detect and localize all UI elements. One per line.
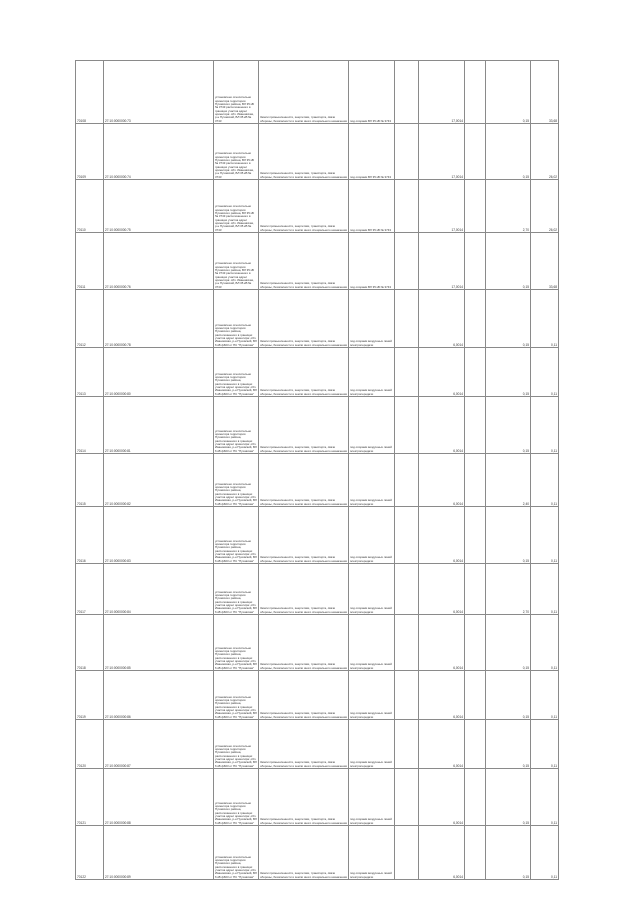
value-cell: 2,70 [486,564,531,615]
row-number-cell: 70118 [76,615,104,671]
land-category-cell: Земли промышленности, энергетики, транспорта, связи обороны, безопасности и земли иного специального назначения [259,564,349,615]
row-number-cell: 70108 [76,61,104,124]
cadastral-number-cell: 27:10:0000000:83 [104,507,214,564]
value-cell: 0,15 [486,124,531,180]
table-row [76,826,559,880]
table-row [76,615,559,671]
empty-cell [465,348,486,397]
land-category-cell: Земли промышленности, энергетики, транспорта, связи обороны, безопасности и земли иного специального назначения [259,454,349,507]
row-number-cell: 70110 [76,180,104,233]
location-cell: установлено относительно ориентира территория Пуховского района, расположенного в границах участка адрес ориентира: обл. Ивановская, р-н Пуховский, ВЛ 6 кВ ф603 от ПС "Пуховская" [214,290,259,348]
area-cell: 6,0014 [419,507,465,564]
land-category-cell: Земли промышленности, энергетики, транспорта, связи обороны, безопасности и земли иного специального назначения [259,826,349,880]
value-cell: 0,11 [531,348,559,397]
row-number-cell: 70119 [76,671,104,720]
value-cell: 0,15 [486,290,531,348]
location-cell: установлено относительно ориентира территория Пуховского района, расположенного в границах участка адрес ориентира: обл. Ивановская, р-н Пуховский, ВЛ 6 кВ ф603 от ПС "Пуховская" [214,564,259,615]
area-cell: 17,0014 [419,180,465,233]
value-cell: 0,15 [486,397,531,454]
location-cell: установлено относительно ориентира территория Пуховского района, расположенного в границах участка адрес ориентира: обл. Ивановская, р-н Пуховский, ВЛ 6 кВ ф603 от ПС "Пуховская" [214,348,259,397]
empty-cell [465,671,486,720]
value-cell: 33,68 [531,233,559,290]
empty-cell [395,454,419,507]
permitted-use-cell: под опорами воздушных линий электропередачи [349,615,395,671]
empty-cell [465,826,486,880]
value-cell: 0,15 [486,769,531,826]
value-cell: 0,11 [531,564,559,615]
value-cell: 2,70 [486,180,531,233]
row-number-cell: 70121 [76,769,104,826]
area-cell: 6,0014 [419,397,465,454]
empty-cell [395,769,419,826]
land-category-cell: Земли промышленности, энергетики, транспорта, связи обороны, безопасности и земли иного специального назначения [259,124,349,180]
table-row [76,454,559,507]
empty-cell [395,61,419,124]
empty-cell [465,61,486,124]
permitted-use-cell: под опорами ВЛ 35 кВ № 3743 [349,180,395,233]
land-category-cell: Земли промышленности, энергетики, транспорта, связи обороны, безопасности и земли иного специального назначения [259,769,349,826]
empty-cell [395,720,419,769]
land-category-cell: Земли промышленности, энергетики, транспорта, связи обороны, безопасности и земли иного специального назначения [259,397,349,454]
location-cell: установлено относительно ориентира территория Пуховского района, расположенного в границах участка адрес ориентира: обл. Ивановская, р-н Пуховский, ВЛ 6 кВ ф603 от ПС "Пуховская" [214,397,259,454]
value-cell: 0,15 [486,61,531,124]
row-number-cell: 70120 [76,720,104,769]
empty-cell [465,720,486,769]
value-cell: 0,15 [486,233,531,290]
value-cell: 0,11 [531,454,559,507]
location-cell: установлено относительно ориентира территория Пуховского района, ВЛ 35 кВ № 3743 расположенного в границах участка адрес ориентира: обл. Ивановская, р-н Пуховский, ВЛ 35 кВ № 3743 [214,180,259,233]
cadastral-number-cell: 27:10:0000000:74 [104,124,214,180]
location-cell: установлено относительно ориентира территория Пуховского района, расположенного в границах участка адрес ориентира: обл. Ивановская, р-н Пуховский, ВЛ 6 кВ ф603 от ПС "Пуховская" [214,720,259,769]
cadastral-number-cell: 27:10:0000000:86 [104,671,214,720]
row-number-cell: 70114 [76,397,104,454]
table-row [76,348,559,397]
land-category-cell: Земли промышленности, энергетики, транспорта, связи обороны, безопасности и земли иного специального назначения [259,507,349,564]
empty-cell [395,615,419,671]
cadastral-number-cell: 27:10:0000000:75 [104,180,214,233]
permitted-use-cell: под опорами воздушных линий электропередачи [349,769,395,826]
value-cell: 0,11 [531,769,559,826]
empty-cell [465,769,486,826]
permitted-use-cell: под опорами ВЛ 35 кВ № 3743 [349,233,395,290]
cadastral-number-cell: 27:10:0000000:80 [104,348,214,397]
table-row [76,564,559,615]
empty-cell [395,507,419,564]
area-cell: 6,0014 [419,826,465,880]
value-cell: 0,15 [486,720,531,769]
land-category-cell: Земли промышленности, энергетики, транспорта, связи обороны, безопасности и земли иного специального назначения [259,615,349,671]
area-cell: 6,0014 [419,671,465,720]
land-category-cell: Земли промышленности, энергетики, транспорта, связи обороны, безопасности и земли иного специального назначения [259,720,349,769]
land-category-cell: Земли промышленности, энергетики, транспорта, связи обороны, безопасности и земли иного специального назначения [259,290,349,348]
empty-cell [465,507,486,564]
value-cell: 0,11 [531,826,559,880]
permitted-use-cell: под опорами воздушных линий электропередачи [349,720,395,769]
empty-cell [465,233,486,290]
permitted-use-cell: под опорами воздушных линий электропередачи [349,348,395,397]
empty-cell [465,124,486,180]
value-cell: 26,02 [531,180,559,233]
cadastral-number-cell: 27:10:0000000:84 [104,564,214,615]
location-cell: установлено относительно ориентира территория Пуховского района, расположенного в границах участка адрес ориентира: обл. Ивановская, р-н Пуховский, ВЛ 6 кВ ф603 от ПС "Пуховская" [214,769,259,826]
table-row [76,124,559,180]
land-category-cell: Земли промышленности, энергетики, транспорта, связи обороны, безопасности и земли иного специального назначения [259,61,349,124]
empty-cell [465,564,486,615]
location-cell: установлено относительно ориентира территория Пуховского района, расположенного в границах участка адрес ориентира: обл. Ивановская, р-н Пуховский, ВЛ 6 кВ ф603 от ПС "Пуховская" [214,454,259,507]
row-number-cell: 70122 [76,826,104,880]
empty-cell [395,348,419,397]
value-cell: 0,15 [486,348,531,397]
table-row [76,769,559,826]
table-row [76,671,559,720]
table-row [76,397,559,454]
table-row [76,233,559,290]
location-cell: установлено относительно ориентира территория Пуховского района, ВЛ 35 кВ № 3743 расположенного в границах участка адрес ориентира: обл. Ивановская, р-н Пуховский, ВЛ 35 кВ № 3743 [214,61,259,124]
location-cell: установлено относительно ориентира территория Пуховского района, ВЛ 35 кВ № 3743 расположенного в границах участка адрес ориентира: обл. Ивановская, р-н Пуховский, ВЛ 35 кВ № 3743 [214,233,259,290]
empty-cell [395,671,419,720]
table-row [76,61,559,124]
cadastral-number-cell: 27:10:0000000:78 [104,290,214,348]
area-cell: 6,0014 [419,615,465,671]
area-cell: 17,0014 [419,124,465,180]
location-cell: установлено относительно ориентира территория Пуховского района, расположенного в границах участка адрес ориентира: обл. Ивановская, р-н Пуховский, ВЛ 6 кВ ф603 от ПС "Пуховская" [214,615,259,671]
row-number-cell: 70117 [76,564,104,615]
empty-cell [395,397,419,454]
permitted-use-cell: под опорами воздушных линий электропередачи [349,826,395,880]
value-cell: 33,68 [531,61,559,124]
permitted-use-cell: под опорами ВЛ 35 кВ № 3743 [349,124,395,180]
empty-cell [465,290,486,348]
value-cell: 0,11 [531,397,559,454]
cadastral-number-cell: 27:10:0000000:81 [104,397,214,454]
value-cell: 0,15 [486,615,531,671]
table-row [76,290,559,348]
area-cell: 6,0014 [419,348,465,397]
permitted-use-cell: под опорами ВЛ 35 кВ № 3743 [349,61,395,124]
row-number-cell: 70115 [76,454,104,507]
area-cell: 6,0014 [419,720,465,769]
row-number-cell: 70116 [76,507,104,564]
permitted-use-cell: под опорами воздушных линий электропередачи [349,507,395,564]
permitted-use-cell: под опорами воздушных линий электропередачи [349,397,395,454]
cadastral-number-cell: 27:10:0000000:89 [104,826,214,880]
empty-cell [395,290,419,348]
row-number-cell: 70109 [76,124,104,180]
row-number-cell: 70111 [76,233,104,290]
empty-cell [395,180,419,233]
table-row [76,720,559,769]
permitted-use-cell: под опорами воздушных линий электропередачи [349,564,395,615]
row-number-cell: 70113 [76,348,104,397]
cadastral-number-cell: 27:10:0000000:73 [104,61,214,124]
value-cell: 0,11 [531,290,559,348]
cadastral-number-cell: 27:10:0000000:85 [104,615,214,671]
land-category-cell: Земли промышленности, энергетики, транспорта, связи обороны, безопасности и земли иного специального назначения [259,180,349,233]
value-cell: 0,11 [531,720,559,769]
area-cell: 6,0014 [419,454,465,507]
cadastral-number-cell: 27:10:0000000:82 [104,454,214,507]
land-category-cell: Земли промышленности, энергетики, транспорта, связи обороны, безопасности и земли иного специального назначения [259,671,349,720]
value-cell: 0,15 [486,826,531,880]
table-row [76,507,559,564]
cadastral-number-cell: 27:10:0000000:87 [104,720,214,769]
empty-cell [395,826,419,880]
permitted-use-cell: под опорами воздушных линий электропередачи [349,290,395,348]
area-cell: 6,0014 [419,564,465,615]
empty-cell [395,233,419,290]
empty-cell [395,124,419,180]
permitted-use-cell: под опорами воздушных линий электропередачи [349,454,395,507]
row-number-cell: 70112 [76,290,104,348]
empty-cell [395,564,419,615]
area-cell: 6,0014 [419,290,465,348]
table-row [76,180,559,233]
area-cell: 6,0014 [419,769,465,826]
value-cell: 0,15 [486,671,531,720]
cadastral-number-cell: 27:10:0000000:88 [104,769,214,826]
land-category-cell: Земли промышленности, энергетики, транспорта, связи обороны, безопасности и земли иного специального назначения [259,233,349,290]
value-cell: 0,11 [531,671,559,720]
location-cell: установлено относительно ориентира территория Пуховского района, расположенного в границах участка адрес ориентира: обл. Ивановская, р-н Пуховский, ВЛ 6 кВ ф603 от ПС "Пуховская" [214,671,259,720]
land-category-cell: Земли промышленности, энергетики, транспорта, связи обороны, безопасности и земли иного специального назначения [259,348,349,397]
area-cell: 17,0014 [419,61,465,124]
value-cell: 26,02 [531,124,559,180]
location-cell: установлено относительно ориентира территория Пуховского района, расположенного в границах участка адрес ориентира: обл. Ивановская, р-н Пуховский, ВЛ 6 кВ ф603 от ПС "Пуховская" [214,507,259,564]
value-cell: 0,11 [531,615,559,671]
empty-cell [465,615,486,671]
land-parcel-table [75,60,559,880]
empty-cell [465,397,486,454]
value-cell: 2,40 [486,454,531,507]
permitted-use-cell: под опорами воздушных линий электропередачи [349,671,395,720]
empty-cell [465,454,486,507]
cadastral-number-cell: 27:10:0000000:76 [104,233,214,290]
value-cell: 0,15 [486,507,531,564]
value-cell: 0,11 [531,507,559,564]
location-cell: установлено относительно ориентира территория Пуховского района, ВЛ 35 кВ № 3743 расположенного в границах участка адрес ориентира: обл. Ивановская, р-н Пуховский, ВЛ 35 кВ № 3743 [214,124,259,180]
empty-cell [465,180,486,233]
location-cell: установлено относительно ориентира территория Пуховского района, расположенного в границах участка адрес ориентира: обл. Ивановская, р-н Пуховский, ВЛ 6 кВ ф603 от ПС "Пуховская" [214,826,259,880]
area-cell: 17,0014 [419,233,465,290]
